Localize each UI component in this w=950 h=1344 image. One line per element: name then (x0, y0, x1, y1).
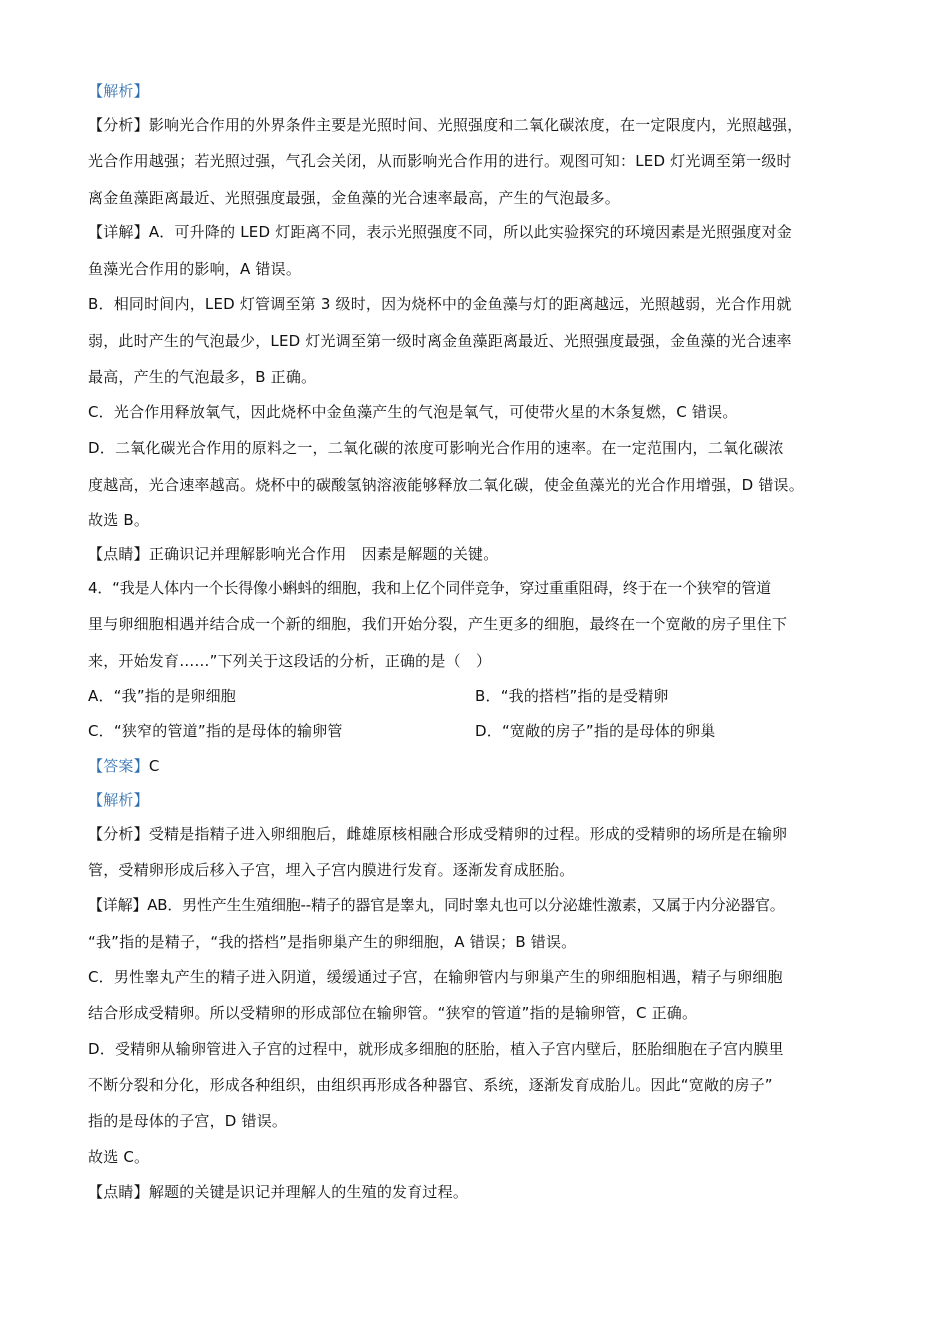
q4-answer-value: C (148, 757, 160, 775)
q4-option-d: D．“宽敞的房子”指的是母体的卵巢 (475, 722, 716, 740)
q3-analysis-line-3: 离金鱼藻距离最近、光照强度最强，金鱼藻的光合速率最高，产生的气泡最多。 (88, 189, 621, 207)
q4-analysis-line-1: 【分析】受精是指精子进入卵细胞后，雌雄原核相融合形成受精卵的过程。形成的受精卵的场所是在输卵 (88, 825, 788, 843)
q4-detail-line-2: “我”指的是精子，“我的搭档”是指卵巢产生的卵细胞，A 错误；B 错误。 (88, 933, 577, 951)
q3-detail-line-3: B．相同时间内，LED 灯管调至第 3 级时，因为烧杯中的金鱼藻与灯的距离越远，光照越弱，光合作用就 (88, 295, 792, 313)
q4-detail-line-5: D．受精卵从输卵管进入子宫的过程中，就形成多细胞的胚胎，植入子宫内壁后，胚胎细胞在子宫内膜里 (88, 1040, 784, 1058)
q3-detail-line-5: 最高，产生的气泡最多，B 正确。 (88, 368, 317, 386)
q4-option-a: A．“我”指的是卵细胞 (88, 687, 237, 705)
q3-analysis-line-2: 光合作用越强；若光照过强，气孔会关闭，从而影响光合作用的进行。观图可知：LED 灯光调至第一级时 (88, 152, 792, 170)
q4-comment-tag: 【点睛】 (88, 1183, 149, 1201)
q4-analysis-line-2: 管，受精卵形成后移入子宫，埋入子宫内膜进行发育。逐渐发育成胚胎。 (88, 861, 575, 879)
q3-detail-line-8: 度越高，光合速率越高。烧杯中的碳酸氢钠溶液能够释放二氧化碳，使金鱼藻光的光合作用增强，D 错误。 (88, 476, 804, 494)
q4-detail-line-6: 不断分裂和分化，形成各种组织，由组织再形成各种器官、系统，逐渐发育成胎儿。因此“宽敞的房子” (88, 1076, 773, 1094)
q4-option-b: B．“我的搭档”指的是受精卵 (475, 687, 669, 705)
q4-detail-line-3: C．男性睾丸产生的精子进入阴道，缓缓通过子宫，在输卵管内与卵巢产生的卵细胞相遇，精子与卵细胞 (88, 968, 783, 986)
q4-stem-line-3: 来，开始发育……”下列关于这段话的分析，正确的是（ ） (88, 652, 492, 670)
q3-detail-line-6: C．光合作用释放氧气，因此烧杯中金鱼藻产生的气泡是氧气，可使带火星的木条复燃，C 错误。 (88, 403, 738, 421)
q3-comment-tag: 【点睛】 (88, 545, 149, 563)
q3-detail-conclusion: 故选 B。 (88, 511, 150, 529)
q3-detail-tag: 【详解】 (88, 223, 149, 241)
q3-detail-line-1: 【详解】A．可升降的 LED 灯距离不同，表示光照强度不同，所以此实验探究的环境因素是光照强度对金 (88, 223, 792, 241)
q3-analysis-header: 【解析】 (88, 82, 149, 100)
q4-answer (88, 755, 160, 777)
q4-option-c: C．“狭窄的管道”指的是母体的输卵管 (88, 722, 343, 740)
q4-analysis-header: 【解析】 (88, 791, 149, 809)
q4-detail-line-7: 指的是母体的子宫，D 错误。 (88, 1112, 288, 1130)
q4-detail-conclusion: 故选 C。 (88, 1148, 150, 1166)
q4-analysis-tag: 【分析】 (88, 825, 149, 843)
q4-detail-line-4: 结合形成受精卵。所以受精卵的形成部位在输卵管。“狭窄的管道”指的是输卵管，C 正确。 (88, 1004, 698, 1022)
q4-comment: 【点睛】解题的关键是识记并理解人的生殖的发育过程。 (88, 1183, 469, 1201)
q3-analysis-tag: 【分析】 (88, 116, 149, 134)
q3-detail-line-2: 鱼藻光合作用的影响，A 错误。 (88, 260, 302, 278)
q4-detail-line-1: 【详解】AB．男性产生生殖细胞--精子的器官是睾丸，同时睾丸也可以分泌雄性激素，又属于内分泌器官。 (88, 896, 785, 914)
q4-stem-line-1: 4．“我是人体内一个长得像小蝌蚪的细胞，我和上亿个同伴竞争，穿过重重阻碍，终于在一个狭窄的管道 (88, 579, 771, 597)
q3-detail-line-7: D．二氧化碳光合作用的原料之一，二氧化碳的浓度可影响光合作用的速率。在一定范围内，二氧化碳浓 (88, 439, 784, 457)
q3-comment: 【点睛】正确识记并理解影响光合作用 因素是解题的关键。 (88, 545, 499, 563)
q4-stem-line-2: 里与卵细胞相遇并结合成一个新的细胞，我们开始分裂，产生更多的细胞，最终在一个宽敞的房子里住下 (88, 615, 788, 633)
q3-analysis-line-1: 【分析】影响光合作用的外界条件主要是光照时间、光照强度和二氧化碳浓度，在一定限度内，光照越强， (88, 116, 803, 134)
q3-detail-line-4: 弱，此时产生的气泡最少，LED 灯光调至第一级时离金鱼藻距离最近、光照强度最强，金鱼藻的光合速率 (88, 332, 792, 350)
q4-answer-tag: 【答案】 (88, 757, 149, 775)
q4-detail-tag: 【详解】 (88, 896, 148, 914)
